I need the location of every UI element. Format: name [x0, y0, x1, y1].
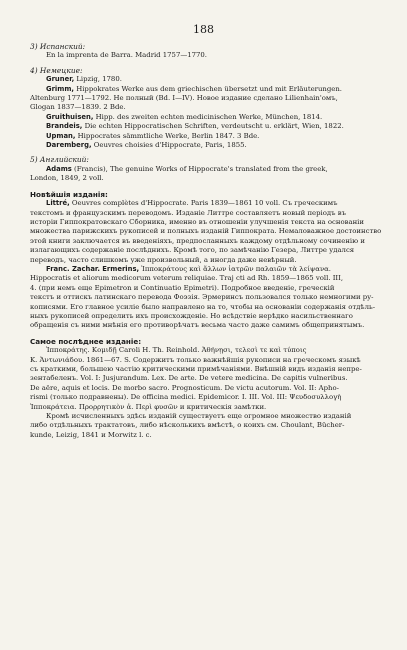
german-entry-brandeis [30, 122, 386, 131]
spanish-entry: En la imprenta de Barra. Madrid 1757—1770. [46, 51, 207, 60]
entry-text: Hippocrates sämmtliche Werke, Berlin 1847. 3 Bde. [75, 131, 260, 140]
littre-line: текстомъ и французскимъ переводомъ. Изданіе Литтре составляетъ новый періодъ въ [30, 208, 346, 217]
german-entry-upman [30, 132, 386, 141]
english-entry-adams-cont: London, 1849, 2 voll. [30, 174, 104, 183]
ermerins-line: кописями. Его главное усиліе было направлено на то, чтобы на основаніи содержанія отдѣль- [30, 302, 376, 311]
page-content [30, 42, 386, 440]
latest-line: Ἱπποκράτεια. Προρρητικὸν ἀ. Περὶ φυσῶν и критическія замѣтки. [30, 402, 267, 411]
german-entry-gruner [30, 75, 386, 84]
littre-entry [30, 199, 386, 208]
author-name: Upman, [46, 131, 76, 140]
entry-text: Hippokrates Werke aus dem griechischen übersetzt und mit Erläuterungen. [74, 84, 342, 93]
ermerins-line: ныхъ рукописей определить ихъ происхожденіе. Но всѣдствіе нерѣдко насильственнаго [30, 311, 353, 320]
german-entry-gruithuisen [30, 113, 386, 122]
latest-line: Ἱπποκράτης. Κομιδῇ Caroli H. Th. Reinhold. Ἀθήνῃσι, τελεσὶ τε καὶ τύποις [46, 346, 307, 355]
littre-line: переводъ, часто слишкомъ уже произвольный, а иногда даже невѣрный. [30, 255, 297, 264]
author-name: Gruithuisen, [46, 112, 94, 121]
heading-newest-editions: Новѣйшія изданія: [30, 189, 108, 199]
littre-line: множества парижскихъ рукописей и полныхъ изданій Гиппократа. Немаловажное достоинство [30, 227, 382, 236]
german-entry-grimm-cont-2: Glogan 1837—1839. 2 Bde. [30, 103, 126, 112]
english-entry-adams [30, 165, 386, 174]
ermerins-entry [30, 265, 386, 274]
author-name: Gruner, [46, 75, 75, 84]
heading-latest-edition: Самое послѣднее изданіе: [30, 336, 142, 346]
entry-text: (Francis), The genuine Works of Hippocrate's translated from the greek, [71, 164, 328, 173]
author-name: Brandeis, [46, 122, 83, 131]
entry-text: Oeuvres complètes d'Hippocrate. Paris 1839—1861 10 voll. Съ греческимъ [69, 199, 338, 208]
ermerins-line: текстъ и оттискъ латинскаго перевода Фоэзія. Эрмеринсъ пользовался только немногими ру- [30, 293, 374, 302]
ermerins-line: 4. (при немъ еще Epimetron и Continuatio Epimetri). Подробное введеніе, греческій [30, 283, 335, 292]
latest-line: зентабеленъ. Vol. I: Jusjurandum. Lex. De arte. De vetere medicina. De capitis vulneribus. [30, 374, 348, 383]
ermerins-line: Hippocratis et aliorum medicorum veterum reliquiae. Traj cti ad Rh. 1859—1865 voll. III, [30, 274, 344, 283]
littre-line: исторіи Гиппократовскаго Сборника, именно въ отношеніи улучшенія текста на основаніи [30, 217, 364, 226]
latest-line: съ краткими, большею частію критическими примѣчаніями. Внѣшній видъ изданія непре- [30, 365, 362, 373]
entry-text: Die echten Hippocratischen Schriften, verdeutscht u. erklärt, Wien, 1822. [82, 122, 344, 131]
author-name: Grimm, [46, 84, 75, 93]
entry-text: Oeuvres choisies d'Hippocrate, Paris, 1855. [91, 141, 247, 150]
entry-text: Hipp. des zweiten echten medicinischen Werke, München, 1814. [93, 112, 323, 121]
section-title-spanish: 3) Испанский: [30, 42, 86, 51]
entry-text: Ἱπποκράτους καὶ ἄλλων ἰατρῶν παλαιῶν τὰ λείψανα. [139, 264, 331, 273]
section-title-german: 4) Немецкие: [30, 65, 83, 75]
german-entry-grimm [30, 85, 386, 94]
author-name: Adams [46, 164, 72, 173]
ermerins-line: обращенія съ ними мнѣнія его противорѣчатъ весьма часто даже самимъ общепринятымъ. [30, 321, 365, 330]
closing-line: либо отдѣльныхъ трактатовъ, либо нѣсколькихъ вмѣстѣ, о коихъ см. Choulant, Bücher- [30, 421, 345, 430]
german-entry-grimm-cont-1: Altenburg 1771—1792. Не полный (Bd. I—IV). Новое издание сделано Lilienhain'омъ, [30, 94, 338, 103]
littre-line: этой книги заключается въ введеніяхъ, предпосланныхъ каждому отдѣльному сочиненію и [30, 236, 365, 245]
section-title-english: 5) Английский: [30, 155, 89, 165]
latest-line: K. Ἀντωνιάδου. 1861—67. S. Содержитъ только важнѣйшія рукописи на греческомъ языкѣ [30, 355, 361, 364]
latest-line: De aëre, aquis et locis. De morbo sacro. Prognosticum. De victu acutorum. Vol. II: Apho- [30, 383, 339, 392]
closing-line: Кромѣ исчисленныхъ здѣсь изданій существуетъ еще огромное множество изданій [46, 412, 352, 421]
latest-line: rismi (только подравнены). De officina medici. Epidemiсor. I. III. Vol. III: Ψευδοσυλλογὴ [30, 393, 342, 402]
author-name: Daremberg, [46, 141, 92, 150]
littre-line: излагающихъ содержаніе послѣднихъ. Кромѣ того, по замѣчанію Гезера, Литтре удался [30, 246, 355, 255]
author-name: Franc. Zachar. Ermerins, [46, 264, 140, 273]
author-name: Littré, [46, 199, 70, 208]
closing-line: kunde, Leizig, 1841 и Morwitz l. c. [30, 430, 152, 439]
page-number: 188 [193, 23, 214, 36]
entry-text: Lipzig, 1780. [74, 75, 122, 84]
german-entry-daremberg [30, 141, 386, 150]
